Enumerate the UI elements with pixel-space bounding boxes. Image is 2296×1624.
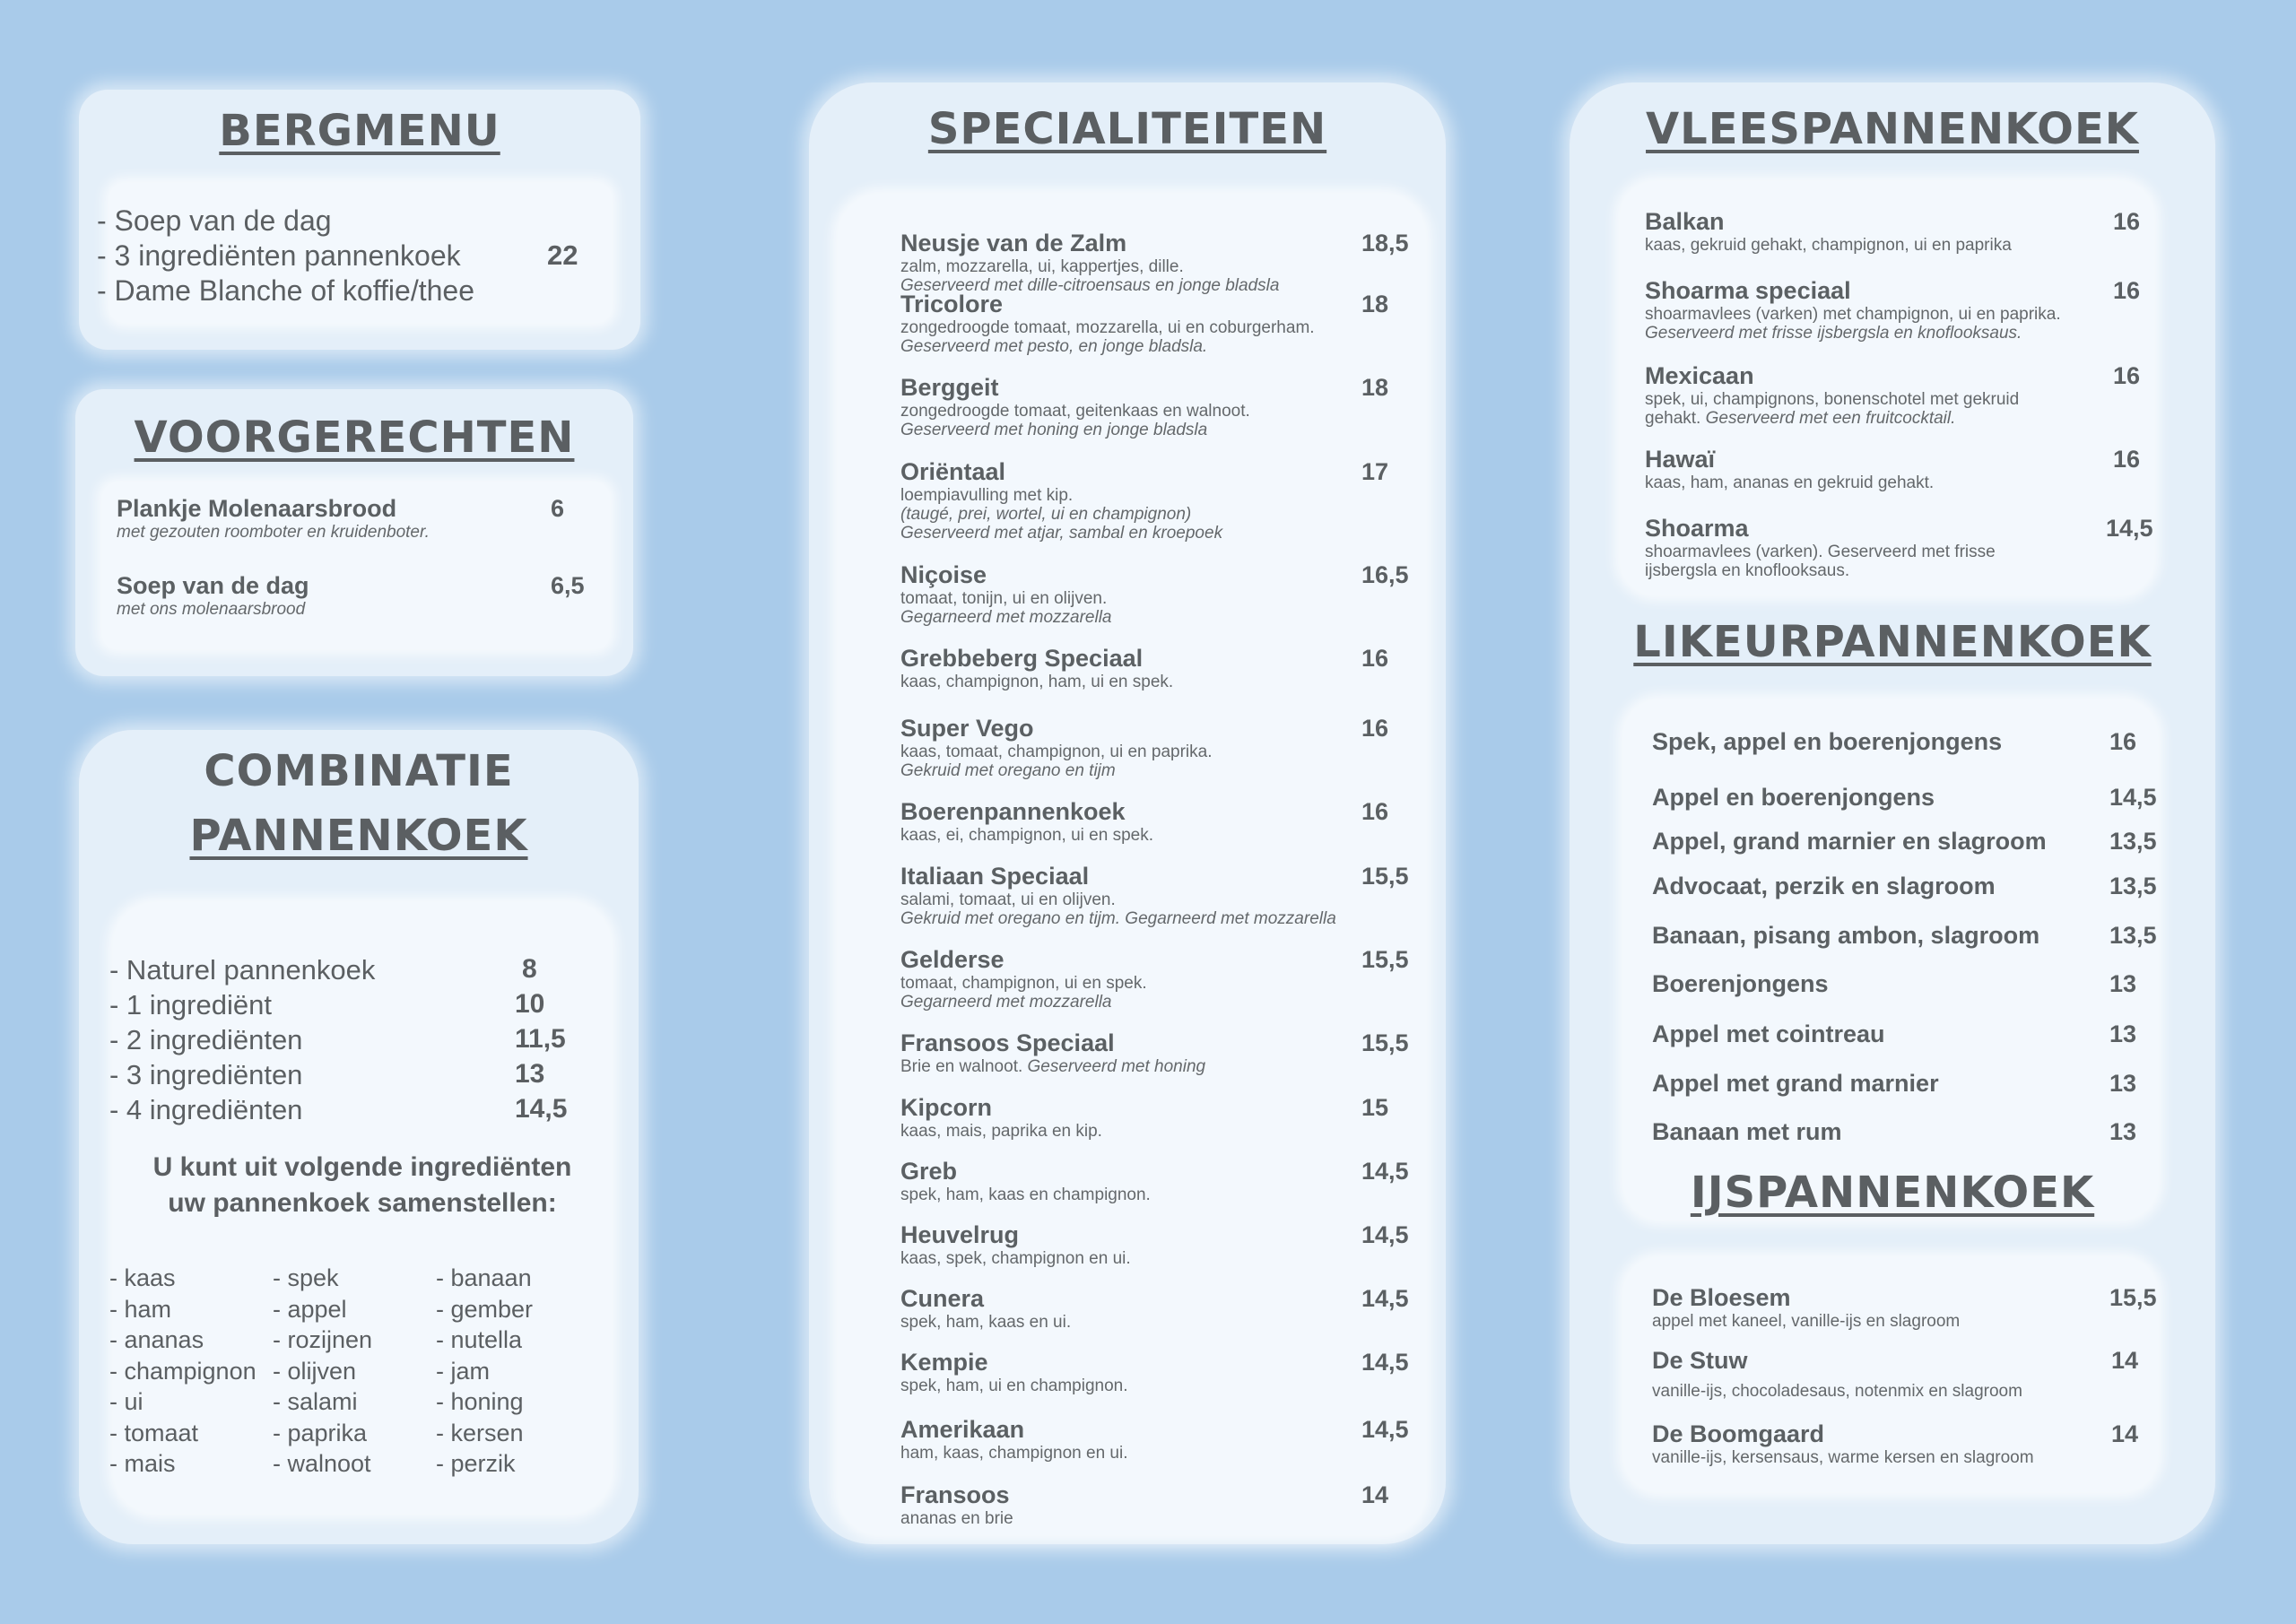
specialiteit-price: 18,5 xyxy=(1361,230,1409,256)
ijs-name: De Stuw xyxy=(1652,1347,1748,1374)
likeur-price: 13 xyxy=(2109,1118,2137,1145)
specialiteit-desc xyxy=(900,589,1403,608)
specialiteit-price: 15,5 xyxy=(1361,1029,1409,1056)
combinatie-note-line: U kunt uit volgende ingrediënten xyxy=(152,1152,572,1182)
specialiteit-desc xyxy=(900,974,1403,993)
bergmenu-title: BERGMENU xyxy=(219,106,500,156)
specialiteit-desc-italic: (taugé, prei, wortel, ui en champignon) xyxy=(900,505,1192,524)
ingredient-column-3 xyxy=(436,1263,533,1480)
vlees-item xyxy=(1645,446,2147,492)
combinatie-title-line2: PANNENKOEK xyxy=(189,811,528,861)
ijs-item xyxy=(1652,1347,2154,1401)
specialiteit-desc xyxy=(900,993,1403,1012)
specialiteit-desc xyxy=(900,1313,1403,1332)
likeur-name: Boerenjongens xyxy=(1652,970,1829,997)
vlees-desc xyxy=(1645,409,2147,428)
likeur-name: Banaan, pisang ambon, slagroom xyxy=(1652,922,2040,949)
specialiteit-desc xyxy=(900,761,1403,780)
combinatie-panel xyxy=(79,730,639,1544)
specialiteit-desc xyxy=(900,486,1403,505)
ingredient: - mais xyxy=(109,1450,176,1477)
specialiteit-item xyxy=(900,645,1403,691)
voorgerecht-price: 6 xyxy=(551,495,565,522)
vlees-name: Balkan xyxy=(1645,208,1725,235)
likeur-item xyxy=(1652,1118,2154,1146)
likeur-name: Appel, grand marnier en slagroom xyxy=(1652,828,2047,855)
specialiteit-item xyxy=(900,1285,1409,1332)
specialiteit-desc-text: ham, kaas, champignon en ui. xyxy=(900,1444,1128,1463)
ijs-desc: vanille-ijs, chocoladesaus, notenmix en slagroom xyxy=(1652,1382,2022,1401)
specialiteit-desc xyxy=(900,1509,1403,1528)
ingredient: - rozijnen xyxy=(273,1326,373,1353)
combinatie-price: 11,5 xyxy=(515,1024,566,1054)
voorgerecht-name: Soep van de dag xyxy=(117,572,309,599)
vlees-name: Mexicaan xyxy=(1645,362,1754,389)
specialiteit-item xyxy=(900,561,1409,627)
specialiteit-desc-italic: Gekruid met oregano en tijm xyxy=(900,761,1116,780)
combinatie-line: - Naturel pannenkoek xyxy=(109,954,376,986)
likeur-price: 13,5 xyxy=(2109,828,2157,855)
specialiteit-desc-text: kaas, champignon, ham, ui en spek. xyxy=(900,673,1174,691)
ijs-item xyxy=(1652,1420,2154,1467)
ijs-price: 14 xyxy=(2111,1347,2139,1374)
specialiteit-item xyxy=(900,458,1403,543)
specialiteit-desc xyxy=(900,421,1403,439)
ijs-name: De Boomgaard xyxy=(1652,1420,1825,1447)
specialiteit-desc-text: kaas, mais, paprika en kip. xyxy=(900,1122,1102,1141)
vlees-desc-text: gehakt. xyxy=(1645,409,1701,428)
specialiteit-name: Neusje van de Zalm xyxy=(900,230,1127,256)
vlees-item xyxy=(1645,208,2147,255)
ingredient-column-1 xyxy=(109,1263,257,1480)
vlees-desc-text: shoarmavlees (varken) met champignon, ui en paprika. xyxy=(1645,305,2061,324)
vlees-item xyxy=(1645,362,2147,428)
ijs-desc: appel met kaneel, vanille-ijs en slagroom xyxy=(1652,1312,1961,1331)
specialiteit-desc-italic: Geserveerd met honing en jonge bladsla xyxy=(900,421,1208,439)
specialiteit-name: Berggeit xyxy=(900,374,999,401)
voorgerecht-name: Plankje Molenaarsbrood xyxy=(117,495,397,522)
ijs-price: 14 xyxy=(2111,1420,2139,1447)
specialiteit-desc-italic: Geserveerd met atjar, sambal en kroepoek xyxy=(900,524,1223,543)
specialiteit-desc xyxy=(900,1249,1403,1268)
ingredient: - gember xyxy=(436,1295,534,1323)
vlees-desc-text: ijsbergsla en knoflooksaus. xyxy=(1645,561,1850,580)
vlees-price: 16 xyxy=(2113,362,2141,389)
likeur-price: 13,5 xyxy=(2109,922,2157,949)
vlees-desc-text: kaas, ham, ananas en gekruid gehakt. xyxy=(1645,473,1935,492)
likeur-price: 13 xyxy=(2109,1020,2137,1047)
specialiteit-desc-text: spek, ham, kaas en champignon. xyxy=(900,1185,1151,1204)
vlees-desc xyxy=(1645,305,2147,324)
vlees-item xyxy=(1645,277,2147,343)
ingredient-column-2 xyxy=(273,1263,372,1480)
ingredient: - appel xyxy=(273,1295,347,1323)
specialiteit-desc xyxy=(900,257,1403,276)
likeur-price: 14,5 xyxy=(2109,784,2157,811)
specialiteit-desc-italic: Gekruid met oregano en tijm. Gegarneerd met mozzarella xyxy=(900,909,1336,928)
specialiteit-price: 14 xyxy=(1361,1481,1389,1508)
combinatie-price: 14,5 xyxy=(515,1094,568,1124)
specialiteit-desc-text: tomaat, tonijn, ui en olijven. xyxy=(900,589,1108,608)
specialiteit-price: 16,5 xyxy=(1361,561,1409,588)
specialiteit-item xyxy=(900,863,1409,928)
specialiteit-desc xyxy=(900,1444,1403,1463)
specialiteit-name: Fransoos Speciaal xyxy=(900,1029,1115,1056)
specialiteit-item xyxy=(900,1416,1409,1463)
vlees-name: Shoarma speciaal xyxy=(1645,277,1851,304)
combinatie-box xyxy=(109,902,612,1514)
vlees-desc xyxy=(1645,236,2147,255)
combinatie-price: 13 xyxy=(515,1059,545,1089)
voorgerechten-box xyxy=(102,482,610,649)
likeur-item xyxy=(1652,1020,2154,1048)
likeur-name: Advocaat, perzik en slagroom xyxy=(1652,873,1996,899)
specialiteit-name: Boerenpannenkoek xyxy=(900,798,1126,825)
specialiteit-item xyxy=(900,946,1409,1012)
likeur-item xyxy=(1652,873,2157,900)
ingredient: - ham xyxy=(109,1295,172,1323)
likeur-name: Appel en boerenjongens xyxy=(1652,784,1935,811)
right-panel xyxy=(1570,83,2215,1544)
specialiteit-name: Kipcorn xyxy=(900,1094,993,1121)
likeur-name: Appel met cointreau xyxy=(1652,1020,1885,1047)
ijs-box xyxy=(1623,1257,2158,1492)
combinatie-line: - 4 ingrediënten xyxy=(109,1094,303,1125)
specialiteit-name: Grebbeberg Speciaal xyxy=(900,645,1144,672)
specialiteiten-panel xyxy=(809,83,1446,1544)
specialiteit-name: Kempie xyxy=(900,1349,988,1376)
vlees-desc xyxy=(1645,390,2147,409)
ingredient: - ananas xyxy=(109,1326,204,1353)
likeur-price: 13,5 xyxy=(2109,873,2157,899)
specialiteit-item xyxy=(900,230,1409,295)
combinatie-note-line: uw pannenkoek samenstellen: xyxy=(168,1188,557,1218)
specialiteit-name: Oriëntaal xyxy=(900,458,1006,485)
specialiteit-name: Amerikaan xyxy=(900,1416,1025,1443)
specialiteit-desc-text: tomaat, champignon, ui en spek. xyxy=(900,974,1147,993)
specialiteit-price: 16 xyxy=(1361,798,1389,825)
specialiteit-item xyxy=(900,1029,1409,1076)
ijs-name: De Bloesem xyxy=(1652,1284,1791,1311)
specialiteit-desc-text: zalm, mozzarella, ui, kappertjes, dille. xyxy=(900,257,1184,276)
likeur-item xyxy=(1652,784,2157,812)
bergmenu-panel xyxy=(79,90,640,350)
specialiteit-item xyxy=(900,1349,1409,1395)
likeur-name: Spek, appel en boerenjongens xyxy=(1652,728,2003,755)
ijs-desc: vanille-ijs, kersensaus, warme kersen en slagroom xyxy=(1652,1448,2034,1467)
vlees-price: 16 xyxy=(2113,208,2141,235)
specialiteit-desc xyxy=(900,318,1403,337)
combinatie-price: 8 xyxy=(522,954,537,984)
specialiteit-item xyxy=(900,1094,1403,1141)
vlees-name: Shoarma xyxy=(1645,515,1749,542)
specialiteit-price: 16 xyxy=(1361,715,1389,742)
specialiteit-desc xyxy=(900,826,1403,845)
specialiteit-desc xyxy=(900,890,1403,909)
likeur-price: 13 xyxy=(2109,970,2137,997)
likeur-item xyxy=(1652,1070,2154,1098)
specialiteit-desc-text: kaas, tomaat, champignon, ui en paprika. xyxy=(900,743,1213,761)
specialiteit-price: 15,5 xyxy=(1361,863,1409,890)
likeur-item xyxy=(1652,922,2157,950)
vlees-desc xyxy=(1645,324,2147,343)
specialiteit-desc xyxy=(900,608,1403,627)
ingredient: - salami xyxy=(273,1388,358,1415)
ingredient: - ui xyxy=(109,1388,144,1415)
vlees-desc xyxy=(1645,543,2147,561)
specialiteit-price: 14,5 xyxy=(1361,1158,1409,1185)
specialiteit-price: 18 xyxy=(1361,374,1389,401)
specialiteit-desc-text: Brie en walnoot. xyxy=(900,1057,1023,1076)
voorgerecht-desc: met gezouten roomboter en kruidenboter. xyxy=(117,523,430,542)
likeur-item xyxy=(1652,828,2157,855)
specialiteit-desc xyxy=(900,673,1403,691)
specialiteit-name: Super Vego xyxy=(900,715,1034,742)
specialiteit-price: 18 xyxy=(1361,291,1389,317)
specialiteit-desc-text: kaas, spek, champignon en ui. xyxy=(900,1249,1131,1268)
likeur-item xyxy=(1652,728,2154,756)
ingredient: - perzik xyxy=(436,1450,516,1477)
ingredient: - olijven xyxy=(273,1357,357,1385)
combinatie-line: - 1 ingrediënt xyxy=(109,989,272,1020)
likeur-price: 13 xyxy=(2109,1070,2137,1097)
specialiteit-item xyxy=(900,798,1403,845)
voorgerecht-item xyxy=(117,495,601,542)
likeur-name: Appel met grand marnier xyxy=(1652,1070,1939,1097)
specialiteit-price: 14,5 xyxy=(1361,1349,1409,1376)
bergmenu-box xyxy=(97,183,612,323)
specialiteit-price: 14,5 xyxy=(1361,1285,1409,1312)
specialiteit-desc-text: salami, tomaat, ui en olijven. xyxy=(900,890,1116,909)
voorgerechten-title: VOORGERECHTEN xyxy=(134,413,575,463)
specialiteit-desc xyxy=(900,1057,1403,1076)
specialiteit-desc xyxy=(900,909,1403,928)
specialiteit-desc-text: spek, ham, ui en champignon. xyxy=(900,1376,1128,1395)
voorgerecht-desc: met ons molenaarsbrood xyxy=(117,600,306,619)
voorgerecht-price: 6,5 xyxy=(551,572,585,599)
specialiteit-desc-text: zongedroogde tomaat, mozzarella, ui en coburgerham. xyxy=(900,318,1315,337)
specialiteit-item xyxy=(900,1158,1409,1204)
vlees-price: 14,5 xyxy=(2106,515,2153,542)
ingredient: - spek xyxy=(273,1264,339,1291)
vlees-desc xyxy=(1645,473,2147,492)
specialiteit-desc xyxy=(900,337,1403,356)
ingredient: - kaas xyxy=(109,1264,176,1291)
vlees-desc-text: kaas, gekruid gehakt, champignon, ui en paprika xyxy=(1645,236,2012,255)
vlees-desc xyxy=(1645,561,2147,580)
vlees-desc-text: spek, ui, champignons, bonenschotel met gekruid xyxy=(1645,390,2020,409)
combinatie-title-line1: COMBINATIE xyxy=(204,746,514,796)
vlees-item xyxy=(1645,515,2153,580)
ingredient: - honing xyxy=(436,1388,524,1415)
specialiteit-desc-italic: Geserveerd met pesto, en jonge bladsla. xyxy=(900,337,1208,356)
specialiteit-item xyxy=(900,374,1403,439)
combinatie-line: - 3 ingrediënten xyxy=(109,1059,303,1090)
specialiteit-price: 16 xyxy=(1361,645,1389,672)
likeur-name: Banaan met rum xyxy=(1652,1118,1842,1145)
voorgerechten-panel xyxy=(75,389,633,676)
specialiteit-price: 14,5 xyxy=(1361,1221,1409,1248)
specialiteit-desc xyxy=(900,743,1403,761)
specialiteit-name: Greb xyxy=(900,1158,958,1185)
specialiteiten-title: SPECIALITEITEN xyxy=(927,104,1327,154)
specialiteit-name: Fransoos xyxy=(900,1481,1010,1508)
specialiteit-desc xyxy=(900,1376,1403,1395)
vlees-title: VLEESPANNENKOEK xyxy=(1646,104,2139,154)
specialiteiten-box xyxy=(838,194,1426,1535)
specialiteit-desc xyxy=(900,402,1403,421)
ijs-price: 15,5 xyxy=(2109,1284,2157,1311)
specialiteit-desc xyxy=(900,524,1403,543)
specialiteit-desc-italic: Geserveerd met dille-citroensaus en jonge bladsla xyxy=(900,276,1280,295)
voorgerecht-item xyxy=(117,572,601,619)
specialiteit-name: Cunera xyxy=(900,1285,985,1312)
specialiteit-name: Italiaan Speciaal xyxy=(900,863,1090,890)
specialiteit-desc-text: spek, ham, kaas en ui. xyxy=(900,1313,1072,1332)
combinatie-note xyxy=(113,1150,612,1221)
specialiteit-name: Tricolore xyxy=(900,291,1004,317)
specialiteit-desc-text: zongedroogde tomaat, geitenkaas en walnoot. xyxy=(900,402,1250,421)
specialiteit-desc-italic: Gegarneerd met mozzarella xyxy=(900,993,1112,1012)
likeur-box xyxy=(1623,699,2158,1220)
specialiteit-price: 15,5 xyxy=(1361,946,1409,973)
bergmenu-line: - Dame Blanche of koffie/thee xyxy=(97,274,474,307)
specialiteit-price: 17 xyxy=(1361,458,1389,485)
vlees-price: 16 xyxy=(2113,277,2141,304)
vlees-desc-text: shoarmavlees (varken). Geserveerd met frisse xyxy=(1645,543,1996,561)
ingredient: - walnoot xyxy=(273,1450,371,1477)
bergmenu-price: 22 xyxy=(547,239,578,271)
vlees-desc-italic: Geserveerd met frisse ijsbergsla en knoflooksaus. xyxy=(1645,324,2022,343)
specialiteit-desc-italic: Geserveerd met honing xyxy=(1027,1057,1206,1076)
vlees-price: 16 xyxy=(2113,446,2141,473)
combinatie-line: - 2 ingrediënten xyxy=(109,1024,303,1055)
likeur-title: LIKEURPANNENKOEK xyxy=(1633,617,2152,667)
ijs-title: IJSPANNENKOEK xyxy=(1690,1168,2095,1218)
likeur-item xyxy=(1652,970,2154,998)
ingredient: - nutella xyxy=(436,1326,523,1353)
specialiteit-name: Niçoise xyxy=(900,561,987,588)
specialiteit-price: 15 xyxy=(1361,1094,1389,1121)
specialiteit-name: Heuvelrug xyxy=(900,1221,1020,1248)
specialiteit-price: 14,5 xyxy=(1361,1416,1409,1443)
ingredient: - tomaat xyxy=(109,1419,199,1446)
bergmenu-line: - 3 ingrediënten pannenkoek xyxy=(97,239,461,272)
specialiteit-item xyxy=(900,1481,1403,1528)
specialiteit-desc-text: loempiavulling met kip. xyxy=(900,486,1074,505)
specialiteit-desc xyxy=(900,505,1403,524)
specialiteit-item xyxy=(900,291,1403,356)
ingredient: - paprika xyxy=(273,1419,368,1446)
ingredient: - banaan xyxy=(436,1264,532,1291)
ingredient: - kersen xyxy=(436,1419,524,1446)
specialiteit-desc xyxy=(900,1122,1403,1141)
specialiteit-item xyxy=(900,715,1403,780)
vlees-box xyxy=(1620,181,2154,595)
ijs-item xyxy=(1652,1284,2157,1331)
specialiteit-name: Gelderse xyxy=(900,946,1004,973)
specialiteit-desc-italic: Gegarneerd met mozzarella xyxy=(900,608,1112,627)
likeur-price: 16 xyxy=(2109,728,2137,755)
specialiteit-desc xyxy=(900,1185,1403,1204)
specialiteit-desc-text: ananas en brie xyxy=(900,1509,1013,1528)
ingredient: - champignon xyxy=(109,1357,257,1385)
bergmenu-line: - Soep van de dag xyxy=(97,204,332,237)
combinatie-price: 10 xyxy=(515,989,545,1019)
vlees-name: Hawaï xyxy=(1645,446,1716,473)
specialiteit-desc-text: kaas, ei, champignon, ui en spek. xyxy=(900,826,1154,845)
vlees-desc-italic: Geserveerd met een fruitcocktail. xyxy=(1705,409,1956,428)
ingredient: - jam xyxy=(436,1357,490,1385)
specialiteit-item xyxy=(900,1221,1409,1268)
